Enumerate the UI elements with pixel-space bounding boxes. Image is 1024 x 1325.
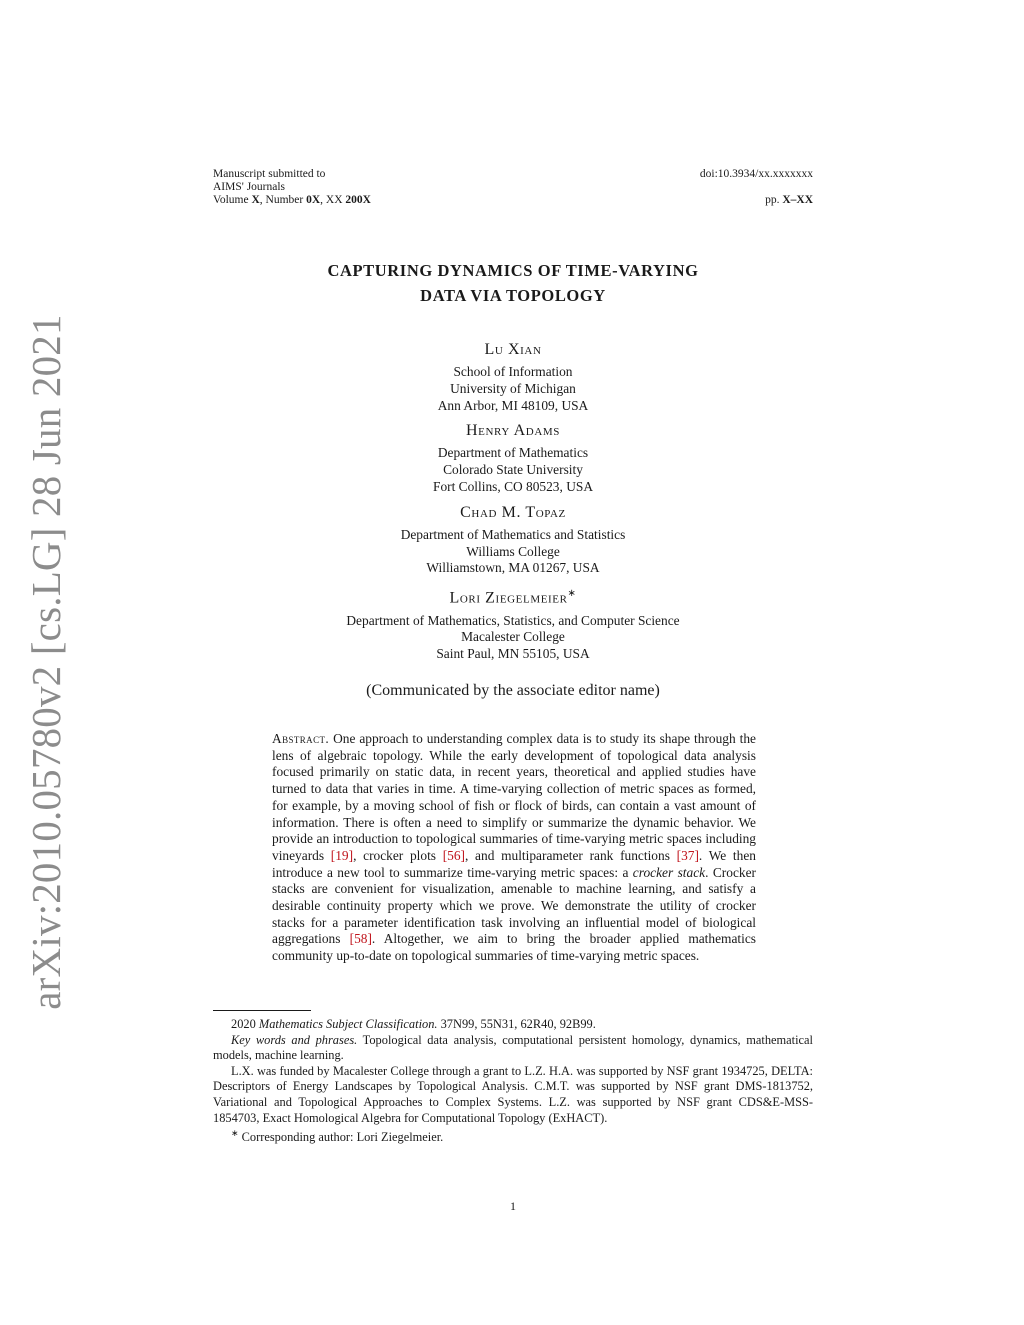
pages-value: X–XX: [782, 194, 813, 206]
affiliation-line: Department of Mathematics and Statistics: [400, 526, 626, 542]
citation-link[interactable]: [58]: [349, 931, 372, 947]
author-list: [213, 340, 813, 670]
page-range: [700, 194, 813, 207]
page-number: 1: [510, 1199, 516, 1213]
abstract-text: . Altogether, we aim to bring the broader applied mathematics community up-to-date on topological summaries of time-varying metric spaces.: [272, 931, 756, 964]
volume-value: X: [251, 194, 260, 206]
msc-label: Mathematics Subject Classification.: [258, 1017, 438, 1031]
corresponding-mark: ∗: [567, 588, 577, 600]
author-name: Henry Adams: [466, 422, 560, 440]
affiliation-line: Fort Collins, CO 80523, USA: [433, 478, 593, 494]
author-name: Chad M. Topaz: [460, 503, 566, 521]
keywords-text: Topological data analysis, computational persistent homology, dynamics, mathematical models, machine learning.: [213, 1032, 813, 1063]
affiliation-line: Colorado State University: [443, 462, 583, 478]
doi: doi:10.3934/xx.xxxxxxx: [699, 168, 813, 180]
abstract-text: , crocker plots: [353, 847, 443, 863]
affiliation-line: School of Information: [453, 364, 573, 379]
author-name: Lu Xian: [484, 341, 542, 358]
funding-footnote: L.X. was funded by Macalester College through a grant to L.Z. H.A. was supported by NSF grant 1934725, DELTA: Descriptors of Energy Landscapes by Topological Analysis. C.M.T. was supported by NSF grant DMS-1813752, Variational and Topological Approaches to Complex Systems. L.Z. was supported by NSF grant CDS&E-MSS-1854703, Exact Homological Algebra for Computational Topology (ExHACT).: [213, 1063, 813, 1125]
citation-link[interactable]: [56]: [442, 847, 466, 863]
manuscript-line: Manuscript submitted to: [213, 168, 326, 180]
corresponding-mark: ∗: [231, 1128, 239, 1139]
corresponding-footnote: [213, 1126, 813, 1146]
citation-link[interactable]: [37]: [676, 847, 699, 863]
abstract-label: Abstract.: [272, 731, 330, 746]
affiliation-line: Williams College: [466, 543, 560, 559]
author-block: [213, 584, 813, 663]
footnote-divider: [213, 1010, 311, 1011]
volume-line: [213, 194, 371, 207]
msc-codes: 37N99, 55N31, 62R40, 92B99.: [437, 1017, 596, 1031]
affiliation-line: Williamstown, MA 01267, USA: [426, 560, 600, 576]
keywords-label: Key words and phrases.: [231, 1032, 358, 1047]
journal-header: [213, 168, 371, 207]
abstract-text: . We then introduce a new tool to summarize time-varying metric spaces: a: [272, 847, 756, 880]
msc-footnote: [213, 1017, 813, 1033]
doi-header: [700, 168, 813, 207]
affiliation-line: Ann Arbor, MI 48109, USA: [437, 397, 589, 413]
title-line-1: CAPTURING DYNAMICS OF TIME-VARYING: [327, 261, 699, 280]
volume-prefix: Volume: [213, 194, 252, 206]
year-value: 200X: [345, 194, 371, 206]
number-prefix: , Number: [259, 194, 307, 206]
author-block: [213, 503, 813, 577]
affiliation-line: Saint Paul, MN 55105, USA: [436, 646, 590, 662]
arxiv-identifier-stamp: arXiv:2010.05780v2 [cs.LG] 28 Jun 2021: [23, 314, 69, 1010]
number-value: 0X: [306, 194, 321, 206]
title-line-2: DATA VIA TOPOLOGY: [420, 286, 606, 305]
keywords-footnote: [213, 1033, 813, 1064]
communicated-by: (Communicated by the associate editor name): [366, 682, 660, 699]
author-name-text: Lori Ziegelmeier: [449, 589, 568, 607]
corresponding-text: Corresponding author: Lori Ziegelmeier.: [238, 1130, 444, 1145]
affiliation-line: Department of Mathematics: [437, 445, 589, 461]
msc-year: 2020: [231, 1017, 259, 1031]
crocker-stack-term: crocker stack: [632, 864, 706, 880]
abstract-text: One approach to understanding complex data is to study its shape through the lens of algebraic topology. While the early development of topological data analysis focused primarily on static data, in recent years, theoretical and applied studies have turned to data that varies in time. A time-varying collection of metric spaces as formed, for example, by a moving school of fish or flock of birds, can contain a vast amount of information. There is often a need to simplify or summarize the dynamic behavior. We provide an introduction to topological summaries of time-varying metric spaces including vineyards: [272, 731, 756, 863]
footnotes: [213, 1017, 813, 1146]
abstract: [272, 731, 756, 965]
author-block: [213, 340, 813, 414]
affiliation-line: Department of Mathematics, Statistics, and Computer Science: [346, 612, 680, 628]
abstract-text: . Crocker stacks are convenient for visualization, amenable to machine learning, and satisfy a desirable continuity property which we prove. We demonstrate the utility of crocker stacks for a parameter identification task involving an influential model of biological aggregations: [272, 864, 756, 947]
citation-link[interactable]: [19]: [330, 847, 354, 863]
paper-title: [213, 258, 813, 308]
author-name: [213, 584, 813, 608]
abstract-text: , and multiparameter rank functions: [465, 847, 677, 863]
year-prefix: , XX: [320, 194, 346, 206]
journal-line: AIMS' Journals: [213, 181, 286, 193]
affiliation-line: University of Michigan: [450, 380, 576, 396]
affiliation-line: Macalester College: [461, 629, 565, 645]
pages-prefix: pp.: [765, 194, 783, 206]
author-block: [213, 421, 813, 495]
